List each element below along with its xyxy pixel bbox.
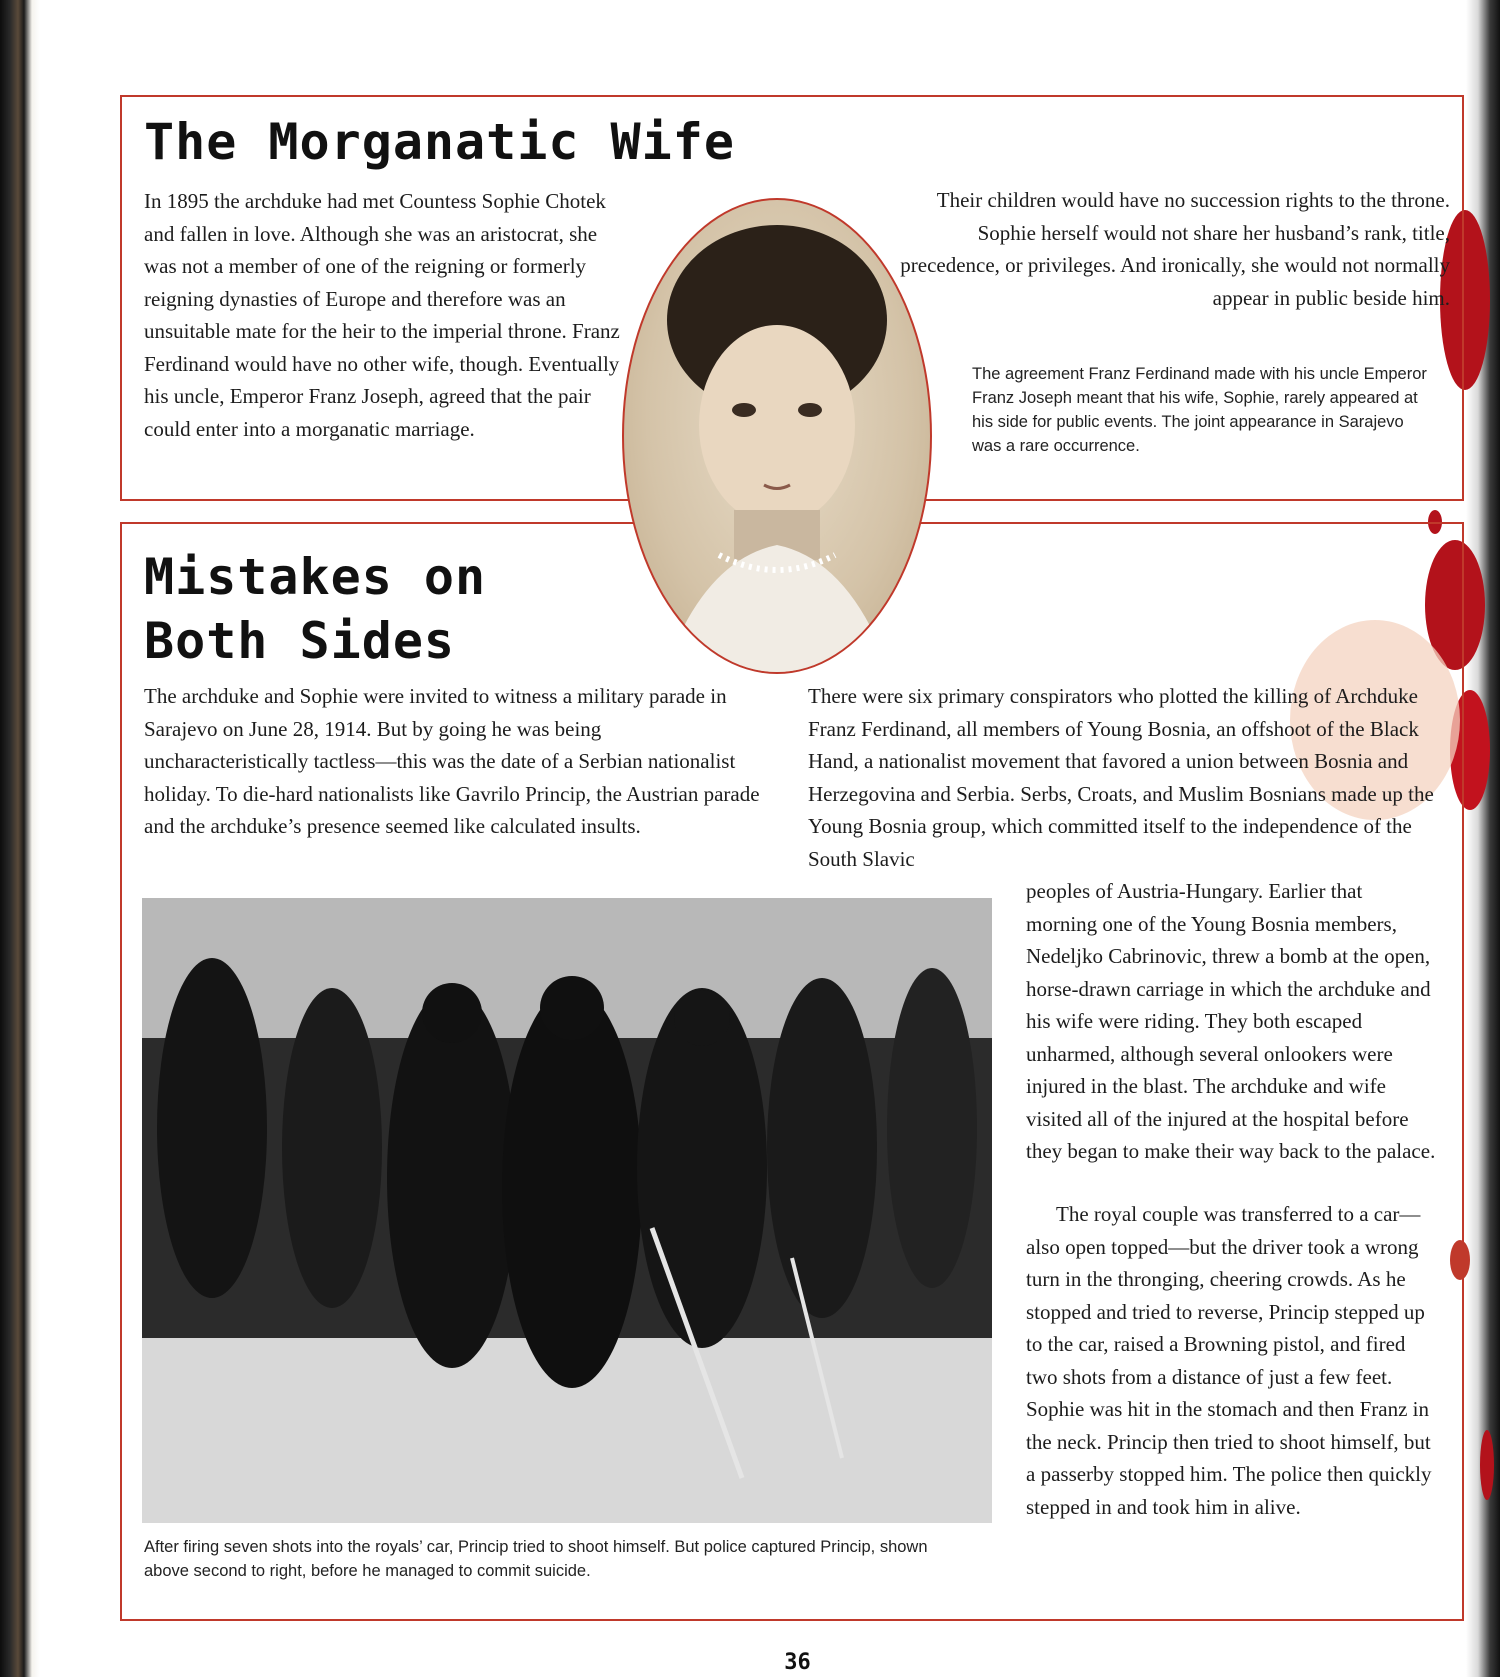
blood-splatter [1480,1430,1494,1500]
portrait-illustration [624,200,930,672]
photo-caption: After firing seven shots into the royals’ car, Princip tried to shoot himself. But police captured Princip, shown above second to right, before he managed to commit suicide. [144,1538,928,1580]
paragraph-morganatic-right: Their children would have no succession rights to the throne. Sophie herself would not share her husband’s rank, title, precedence, or privileges. And ironically, she would not normally appear in public beside him. [900,188,1450,310]
paragraph-conspirators: There were six primary conspirators who plotted the killing of Archduke Franz Ferdinand, all members of Young Bosnia, an offshoot of the Black Hand, a nationalist movement that favored a union between Bosnia and Herzegovina and Serbia. Serbs, Croats, and Muslim Bosnians made up the Young Bosnia group, which committed itself to the independence of the South Slavic [808,684,1434,871]
paragraph-assassination: The royal couple was transferred to a car—also open topped—but the driver took a wrong turn in the thronging, cheering crowds. As he stopped and tried to reverse, Princip stepped up to the car, raised a Browning pistol, and fired two shots from a distance of just a few feet. Sophie was hit in the stomach and then Franz in the neck. Princip then tried to shoot himself, but a passerby stopped him. The police then quickly stepped in and took him in alive. [1026,1202,1432,1519]
portrait-caption: The agreement Franz Ferdinand made with his uncle Emperor Franz Joseph meant that his wife, Sophie, rarely appeared at his side for public events. The joint appearance in Sarajevo was a rare occurrence. [972,365,1427,455]
paragraph-bomb-attack: peoples of Austria-Hungary. Earlier that morning one of the Young Bosnia members, Nedeljko Cabrinovic, threw a bomb at the open, horse-drawn carriage in which the archduke and his wife were riding. They both escaped unharmed, although several onlookers were injured in the blast. The archduke and wife visited all of the injured at the hospital before they began to make their way back to the palace. [1026,879,1436,1163]
title-line: Mistakes on [144,548,487,606]
sophie-portrait-photo [622,198,932,674]
arrest-photo-illustration [142,898,992,1523]
book-binding [0,0,40,1677]
section-title-morganatic-wife: The Morganatic Wife [144,113,735,171]
page-number: 36 [784,1650,811,1675]
title-line: Both Sides [144,612,456,670]
section-title-mistakes-on-both-sides [144,545,486,673]
paragraph-mistakes-left: The archduke and Sophie were invited to witness a military parade in Sarajevo on June 28, 1914. But by going he was being uncharacteristically tactless—this was the date of a Serbian nationalist holiday. To die-hard nationalists like Gavrilo Princip, the Austrian parade and the archduke’s presence seemed like calculated insults. [144,684,760,838]
arrest-photo [142,898,992,1523]
paragraph-morganatic-left: In 1895 the archduke had met Countess Sophie Chotek and fallen in love. Although she was an aristocrat, she was not a member of one of the reigning or formerly reigning dynasties of Europe and therefore was an unsuitable mate for the heir to the imperial throne. Franz Ferdinand would have no other wife, though. Eventually his uncle, Emperor Franz Joseph, agreed that the pair could enter into a morganatic marriage. [144,189,620,441]
